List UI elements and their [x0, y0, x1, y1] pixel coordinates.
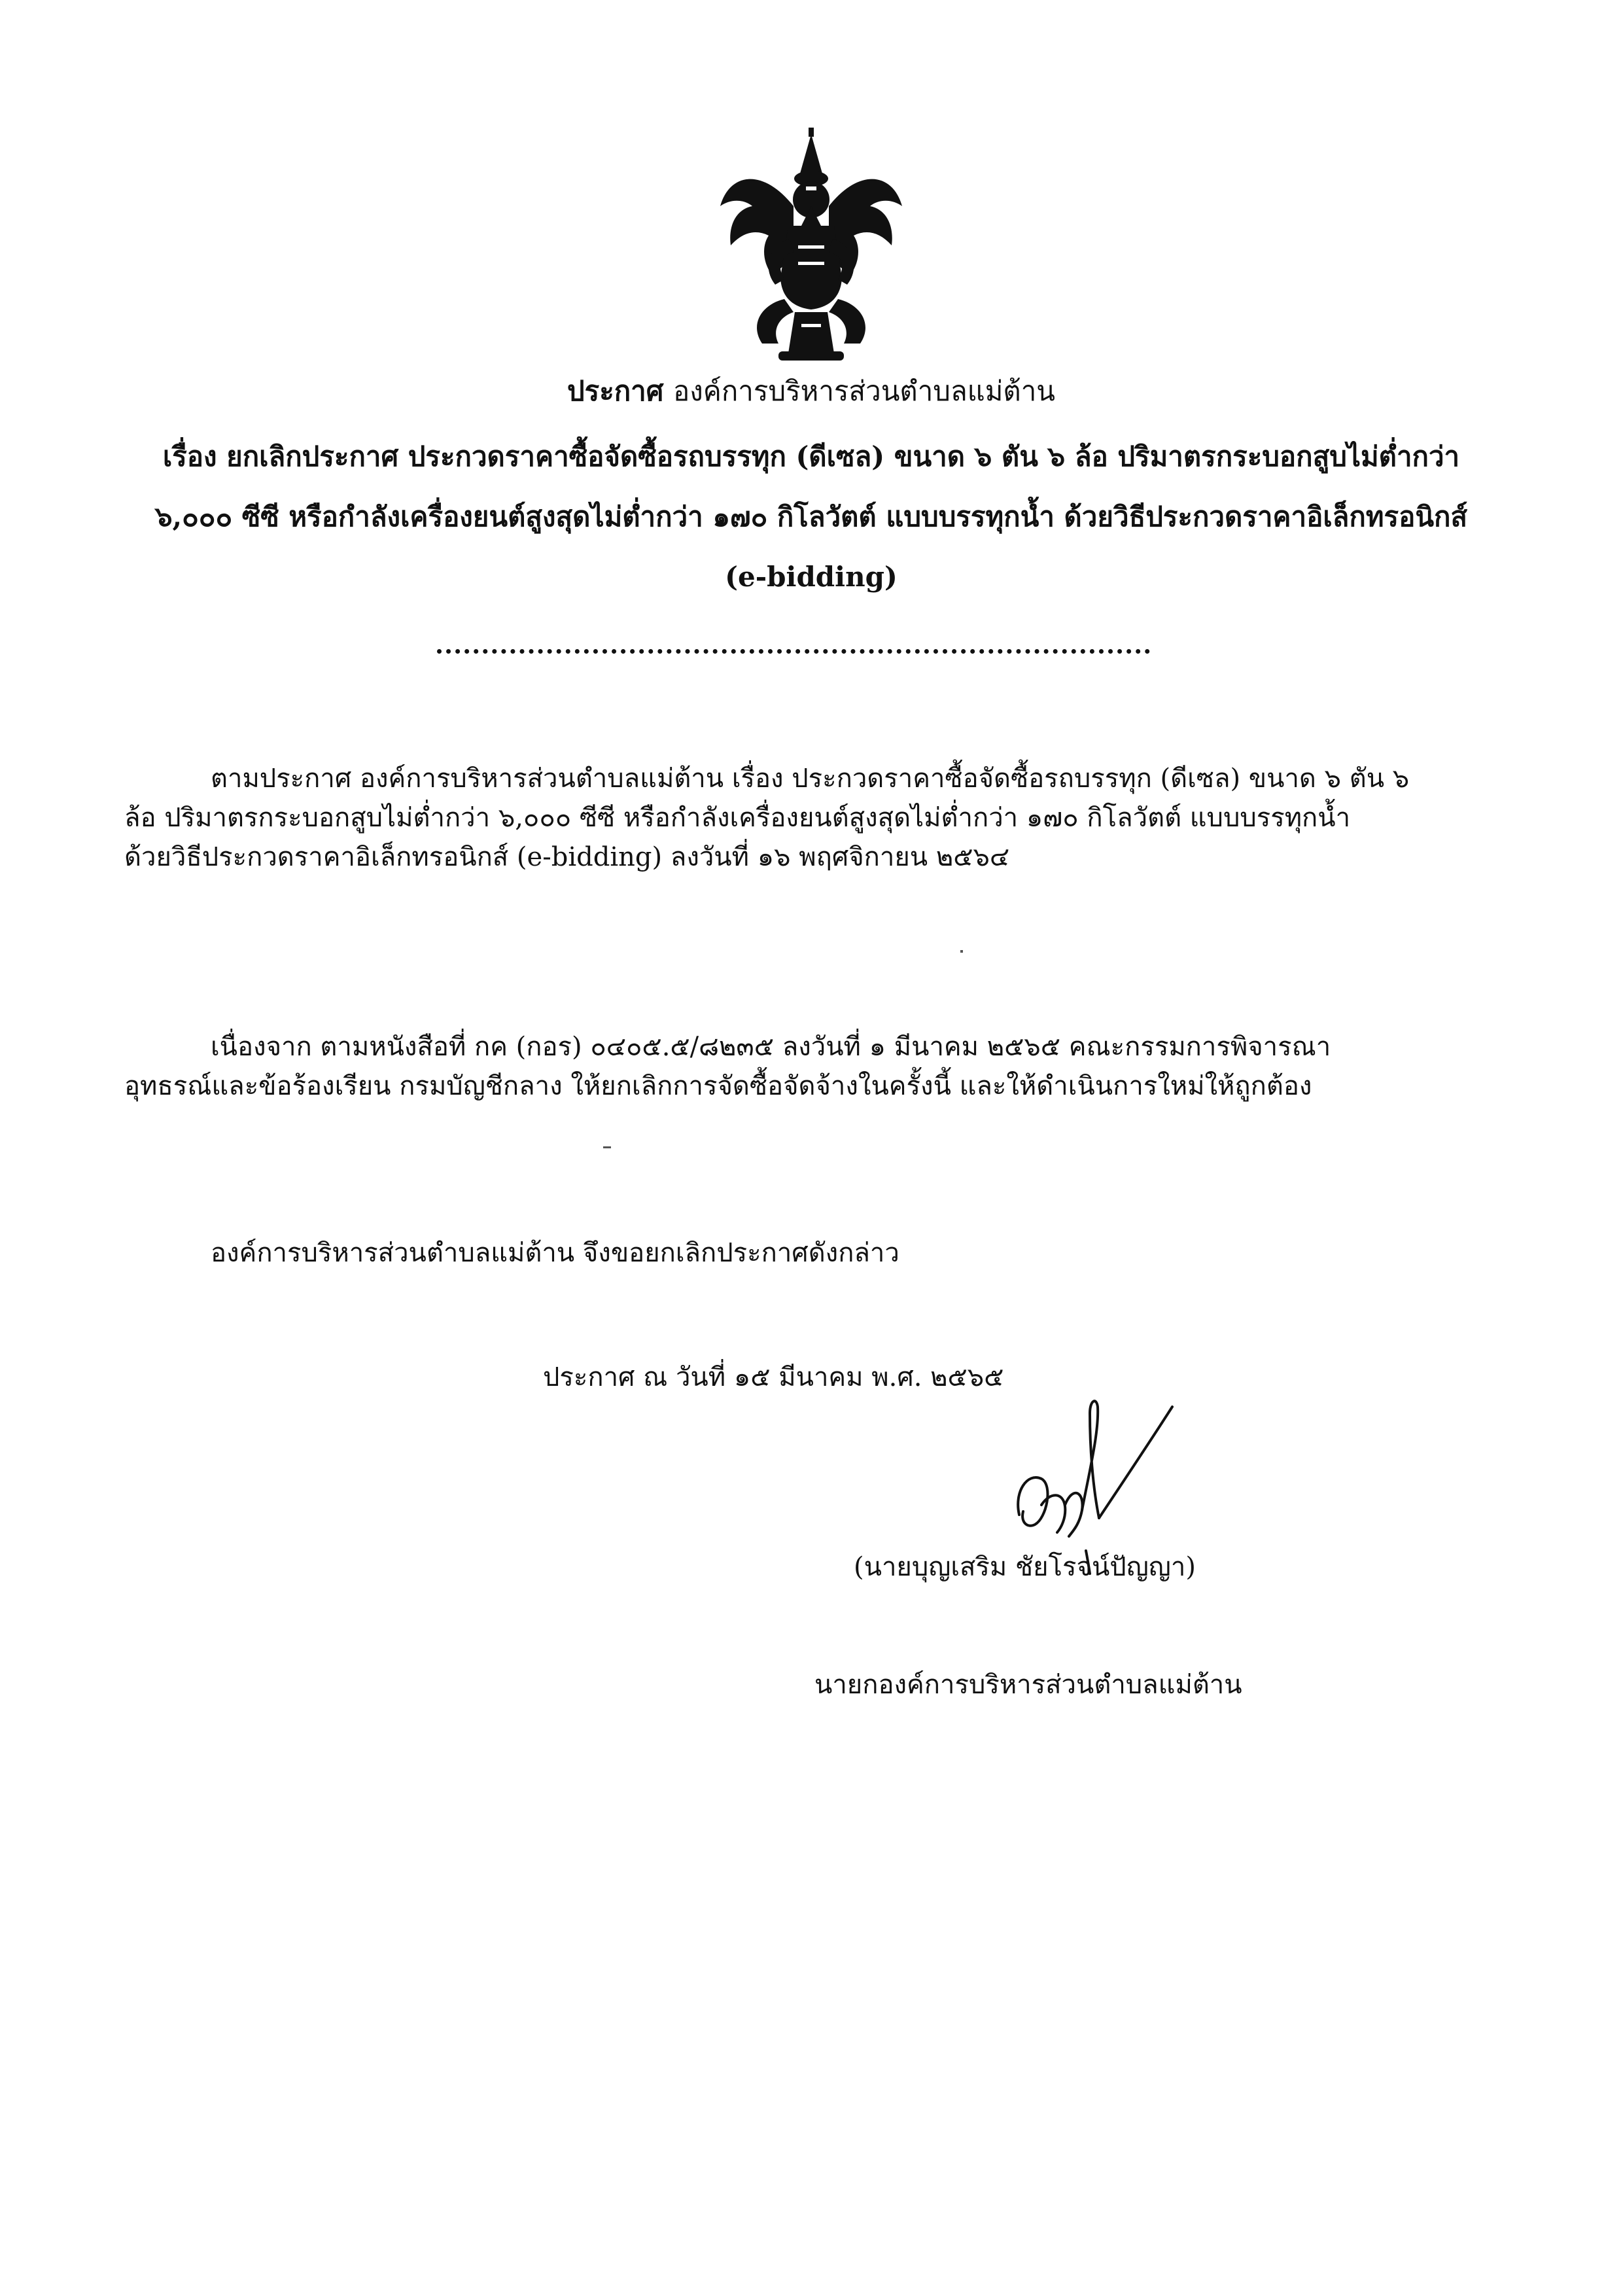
- scan-speck: [603, 1146, 611, 1148]
- announcement-prefix: ประกาศ: [567, 375, 664, 407]
- subject-text-1: ยกเลิกประกาศ ประกวดราคาซื้อจัดซื้อรถบรรทุก (ดีเซล) ขนาด ๖ ตัน ๖ ล้อ ปริมาตรกระบอกสูบไม่ต่ำกว่า: [226, 440, 1460, 472]
- announcement-org: องค์การบริหารส่วนตำบลแม่ต้าน: [673, 375, 1056, 407]
- announcement-date: ประกาศ ณ วันที่ ๑๕ มีนาคม พ.ศ. ๒๕๖๕: [543, 1362, 1004, 1392]
- signer-name: (นายบุญเสริม ชัยโรจน์ปัญญา): [854, 1552, 1196, 1582]
- paragraph-line: ตามประกาศ องค์การบริหารส่วนตำบลแม่ต้าน เรื่อง ประกวดราคาซื้อจัดซื้อรถบรรทุก (ดีเซล) ขนาด ๖ ตัน ๖: [211, 764, 1410, 794]
- dotted-separator: [437, 640, 1150, 654]
- paragraph-line: ล้อ ปริมาตรกระบอกสูบไม่ต่ำกว่า ๖,๐๐๐ ซีซี หรือกำลังเครื่องยนต์สูงสุดไม่ต่ำกว่า ๑๗๐ กิโลวัตต์ แบบบรรทุกน้ำ: [124, 803, 1351, 833]
- signer-position: นายกองค์การบริหารส่วนตำบลแม่ต้าน: [814, 1670, 1242, 1700]
- garuda-emblem-icon: [716, 128, 906, 363]
- scan-speck: [960, 950, 963, 953]
- subject-line-1: [111, 437, 1511, 476]
- paragraph-reference: [124, 759, 1446, 877]
- subject-line-3: (e-bidding): [725, 561, 898, 593]
- paragraph-reason: [124, 1027, 1446, 1106]
- paragraph-line: องค์การบริหารส่วนตำบลแม่ต้าน จึงขอยกเลิกประกาศดังกล่าว: [211, 1238, 899, 1268]
- paragraph-line: ด้วยวิธีประกวดราคาอิเล็กทรอนิกส์ (e-bidding) ลงวันที่ ๑๖ พฤศจิกายน ๒๕๖๔: [124, 842, 1010, 872]
- paragraph-conclusion: [124, 1233, 1446, 1273]
- subject-label: เรื่อง: [162, 440, 217, 472]
- subject-line-2: ๖,๐๐๐ ซีซี หรือกำลังเครื่องยนต์สูงสุดไม่ต่ำกว่า ๑๗๐ กิโลวัตต์ แบบบรรทุกน้ำ ด้วยวิธีประกวดราคาอิเล็กทรอนิกส์: [154, 501, 1468, 533]
- announcement-title: [111, 372, 1511, 411]
- paragraph-line: อุทธรณ์และข้อร้องเรียน กรมบัญชีกลาง ให้ยกเลิกการจัดซื้อจัดจ้างในครั้งนี้ และให้ดำเนินการใหม่ให้ถูกต้อง: [124, 1071, 1312, 1101]
- paragraph-line: เนื่องจาก ตามหนังสือที่ กค (กอร) ๐๔๐๕.๕/๘๒๓๕ ลงวันที่ ๑ มีนาคม ๒๕๖๕ คณะกรรมการพิจารณา: [211, 1032, 1331, 1062]
